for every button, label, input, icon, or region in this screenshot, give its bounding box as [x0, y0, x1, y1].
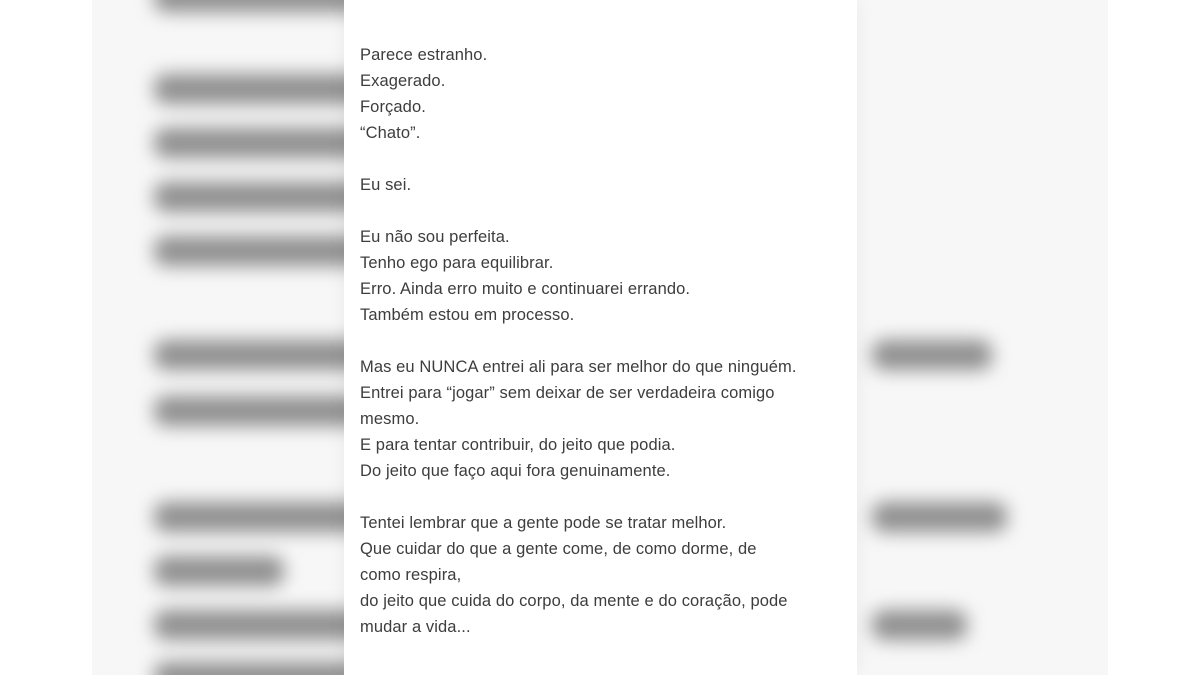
note-line: Forçado. — [360, 98, 426, 116]
note-line: mesmo. — [360, 410, 420, 428]
blurred-line — [872, 610, 967, 640]
note-line: Mas eu NUNCA entrei ali para ser melhor do que ninguém. — [360, 358, 797, 376]
note-line: Eu não sou perfeita. — [360, 228, 510, 246]
note-paragraph — [360, 354, 800, 484]
note-line: Também estou em processo. — [360, 306, 575, 324]
note-line: Erro. Ainda erro muito e continuarei errando. — [360, 280, 691, 298]
note-line: do jeito que cuida do corpo, da mente e do coração, pode — [360, 592, 788, 610]
note-line: Entrei para “jogar” sem deixar de ser verdadeira comigo — [360, 384, 775, 402]
note-line: Tentei lembrar que a gente pode se tratar melhor. — [360, 514, 727, 532]
note-line: Exagerado. — [360, 72, 446, 90]
note-line: Que cuidar do que a gente come, de como dorme, de — [360, 540, 757, 558]
note-body — [360, 42, 800, 666]
note-line: Do jeito que faço aqui fora genuinamente. — [360, 462, 671, 480]
note-paragraph — [360, 172, 800, 198]
note-line: como respira, — [360, 566, 462, 584]
note-line: “Chato”. — [360, 124, 421, 142]
blurred-line — [872, 502, 1007, 532]
note-paragraph — [360, 224, 800, 328]
note-line: Tenho ego para equilibrar. — [360, 254, 554, 272]
note-paragraph — [360, 510, 800, 640]
note-line: E para tentar contribuir, do jeito que podia. — [360, 436, 676, 454]
blurred-line — [872, 340, 992, 370]
note-line: Parece estranho. — [360, 46, 488, 64]
note-card — [344, 0, 857, 675]
note-line: Eu sei. — [360, 176, 412, 194]
blurred-line — [154, 556, 284, 586]
note-line: mudar a vida... — [360, 618, 471, 636]
blurred-line — [154, 396, 364, 426]
note-paragraph — [360, 42, 800, 146]
